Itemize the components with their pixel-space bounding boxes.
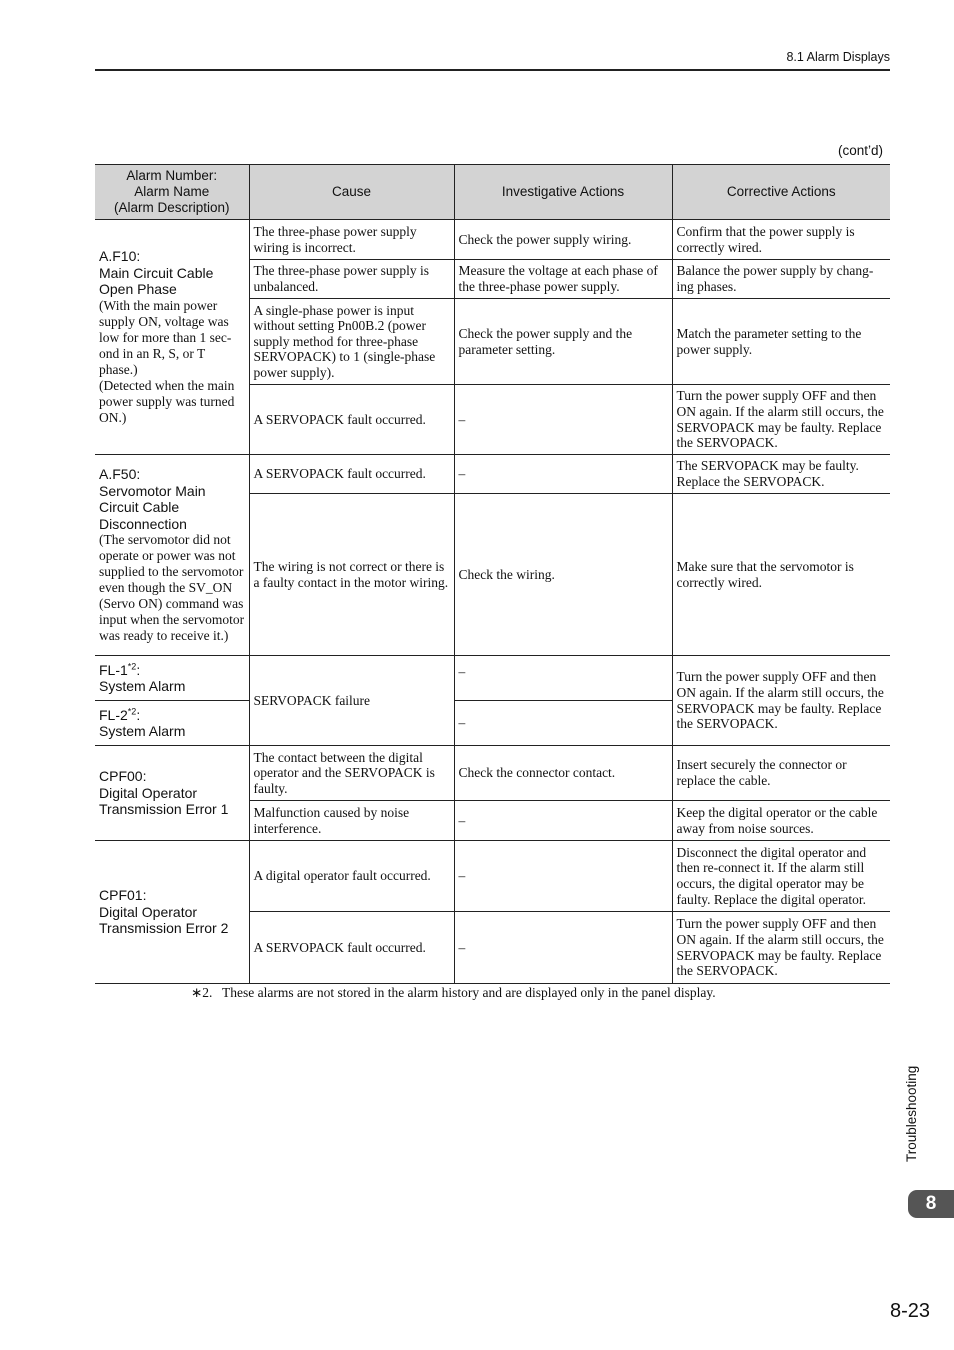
- alarm-cell-fl2: [95, 701, 249, 746]
- page-number: 8-23: [889, 1300, 930, 1322]
- cause-cell: A SERVOPACK fault occurred.: [249, 912, 454, 984]
- investigative-cell: Measure the voltage at each phase of the three-phase power supply.: [454, 260, 672, 299]
- table-row: [95, 455, 890, 494]
- cause-cell: A single-phase power is input without setting Pn00B.2 (power supply method for three-phase SERVOPACK) to 1 (single-phase power supply).: [249, 299, 454, 385]
- alarm-code: CPF00:: [99, 768, 147, 785]
- cause-cell: A SERVOPACK fault occurred.: [249, 385, 454, 455]
- investigative-cell: –: [454, 455, 672, 494]
- table-row: [95, 746, 890, 801]
- footnote: [191, 985, 716, 1001]
- column-header-cause: Cause: [249, 165, 454, 220]
- cause-cell: The wiring is not correct or there is a faulty contact in the motor wiring.: [249, 494, 454, 656]
- table-row: [95, 841, 890, 912]
- table-row: [95, 656, 890, 701]
- corrective-cell: Disconnect the digital operator and then re-connect it. If the alarm still occurs, the digital operator may be faulty. Replace the digital operator.: [672, 841, 890, 912]
- chapter-side-label: Troubleshooting: [904, 1065, 919, 1162]
- table-row: [95, 220, 890, 260]
- column-header-investigative: Investigative Actions: [454, 165, 672, 220]
- footnote-text: These alarms are not stored in the alarm history and are displayed only in the panel display.: [222, 985, 716, 1000]
- corrective-cell: Balance the power supply by changing phases.: [672, 260, 890, 299]
- corrective-cell: Turn the power supply OFF and then ON again. If the alarm still occurs, the SERVOPACK may be faulty. Replace the SERVOPACK.: [672, 912, 890, 984]
- footnote-mark: ∗2.: [191, 985, 213, 1000]
- investigative-cell: –: [454, 841, 672, 912]
- investigative-cell: Check the wiring.: [454, 494, 672, 656]
- alarm-code: CPF01:: [99, 887, 147, 904]
- column-header-corrective: Corrective Actions: [672, 165, 890, 220]
- investigative-cell: –: [454, 801, 672, 841]
- footnote-reference: *2: [127, 705, 137, 716]
- alarm-description-detection: (Detected when the main power supply was turned ON.): [99, 377, 235, 425]
- column-header-alarm-line2: Alarm Name: [134, 184, 210, 199]
- alarm-name: Servomotor Main Circuit Cable Disconnection: [99, 482, 206, 532]
- corrective-cell: Insert securely the connector or replace the cable.: [672, 746, 890, 801]
- corrective-cell: Match the parameter setting to the power supply.: [672, 299, 890, 385]
- investigative-cell: Check the power supply wiring.: [454, 220, 672, 260]
- header-rule: [95, 69, 890, 71]
- alarm-cell-cpf00: [95, 746, 249, 841]
- corrective-cell: Turn the power supply OFF and then ON again. If the alarm still occurs, the SERVOPACK may be faulty. Replace the SERVOPACK.: [672, 656, 890, 746]
- cause-cell: A SERVOPACK fault occurred.: [249, 455, 454, 494]
- cause-cell: The three-phase power supply is unbalanced.: [249, 260, 454, 299]
- corrective-cell: Keep the digital operator or the cable away from noise sources.: [672, 801, 890, 841]
- alarm-cell-cpf01: [95, 841, 249, 984]
- column-header-alarm-line1: Alarm Number:: [126, 168, 218, 183]
- alarm-code: A.F50:: [99, 466, 141, 482]
- alarm-code: [99, 662, 245, 679]
- alarm-table: [95, 164, 890, 984]
- alarm-name: System Alarm: [99, 678, 186, 694]
- table-header-row: [95, 165, 890, 220]
- alarm-cell-af50: [95, 455, 249, 656]
- continued-label: (cont’d): [837, 143, 883, 158]
- alarm-description: (With the main power supply ON, voltage was low for more than 1 second in an R, S, or T phase.): [99, 297, 232, 377]
- alarm-cell-af10: [95, 220, 249, 455]
- investigative-cell: –: [454, 701, 672, 746]
- corrective-cell: Make sure that the servomotor is correctly wired.: [672, 494, 890, 656]
- alarm-code-colon: :: [136, 706, 141, 723]
- corrective-cell: Confirm that the power supply is correctly wired.: [672, 220, 890, 260]
- alarm-name: System Alarm: [99, 723, 186, 739]
- cause-cell: A digital operator fault occurred.: [249, 841, 454, 912]
- column-header-alarm: [95, 165, 249, 220]
- alarm-name: Digital Operator Transmission Error 2: [99, 903, 229, 937]
- cause-cell: SERVOPACK failure: [249, 656, 454, 746]
- investigative-cell: –: [454, 912, 672, 984]
- cause-cell: Malfunction caused by noise interference.: [249, 801, 454, 841]
- investigative-cell: –: [454, 385, 672, 455]
- investigative-cell: Check the connector contact.: [454, 746, 672, 801]
- alarm-code-text: FL-1: [99, 661, 128, 678]
- alarm-name: Main Circuit Cable Open Phase: [99, 264, 214, 298]
- section-title: 8.1 Alarm Displays: [786, 50, 890, 64]
- alarm-code-text: FL-2: [99, 706, 128, 723]
- column-header-alarm-line3: (Alarm Description): [113, 200, 230, 215]
- corrective-cell: The SERVOPACK may be faulty. Replace the SERVOPACK.: [672, 455, 890, 494]
- investigative-cell: –: [454, 656, 672, 701]
- alarm-cell-fl1: [95, 656, 249, 701]
- cause-cell: The contact between the digital operator and the SERVOPACK is faulty.: [249, 746, 454, 801]
- alarm-name: Digital Operator Transmission Error 1: [99, 784, 229, 818]
- alarm-description: (The servomotor did not operate or power was not supplied to the servomotor even though the SV_ON (Servo ON) command was input when the servomotor was ready to receive it.): [99, 532, 245, 643]
- alarm-code: [99, 707, 245, 724]
- alarm-code: A.F10:: [99, 248, 141, 265]
- cause-cell: The three-phase power supply wiring is incorrect.: [249, 220, 454, 260]
- chapter-tab: 8: [908, 1190, 954, 1218]
- investigative-cell: Check the power supply and the parameter setting.: [454, 299, 672, 385]
- corrective-cell: Turn the power supply OFF and then ON again. If the alarm still occurs, the SERVOPACK may be faulty. Replace the SERVOPACK.: [672, 385, 890, 455]
- footnote-reference: *2: [127, 660, 137, 671]
- alarm-code-colon: :: [136, 661, 141, 678]
